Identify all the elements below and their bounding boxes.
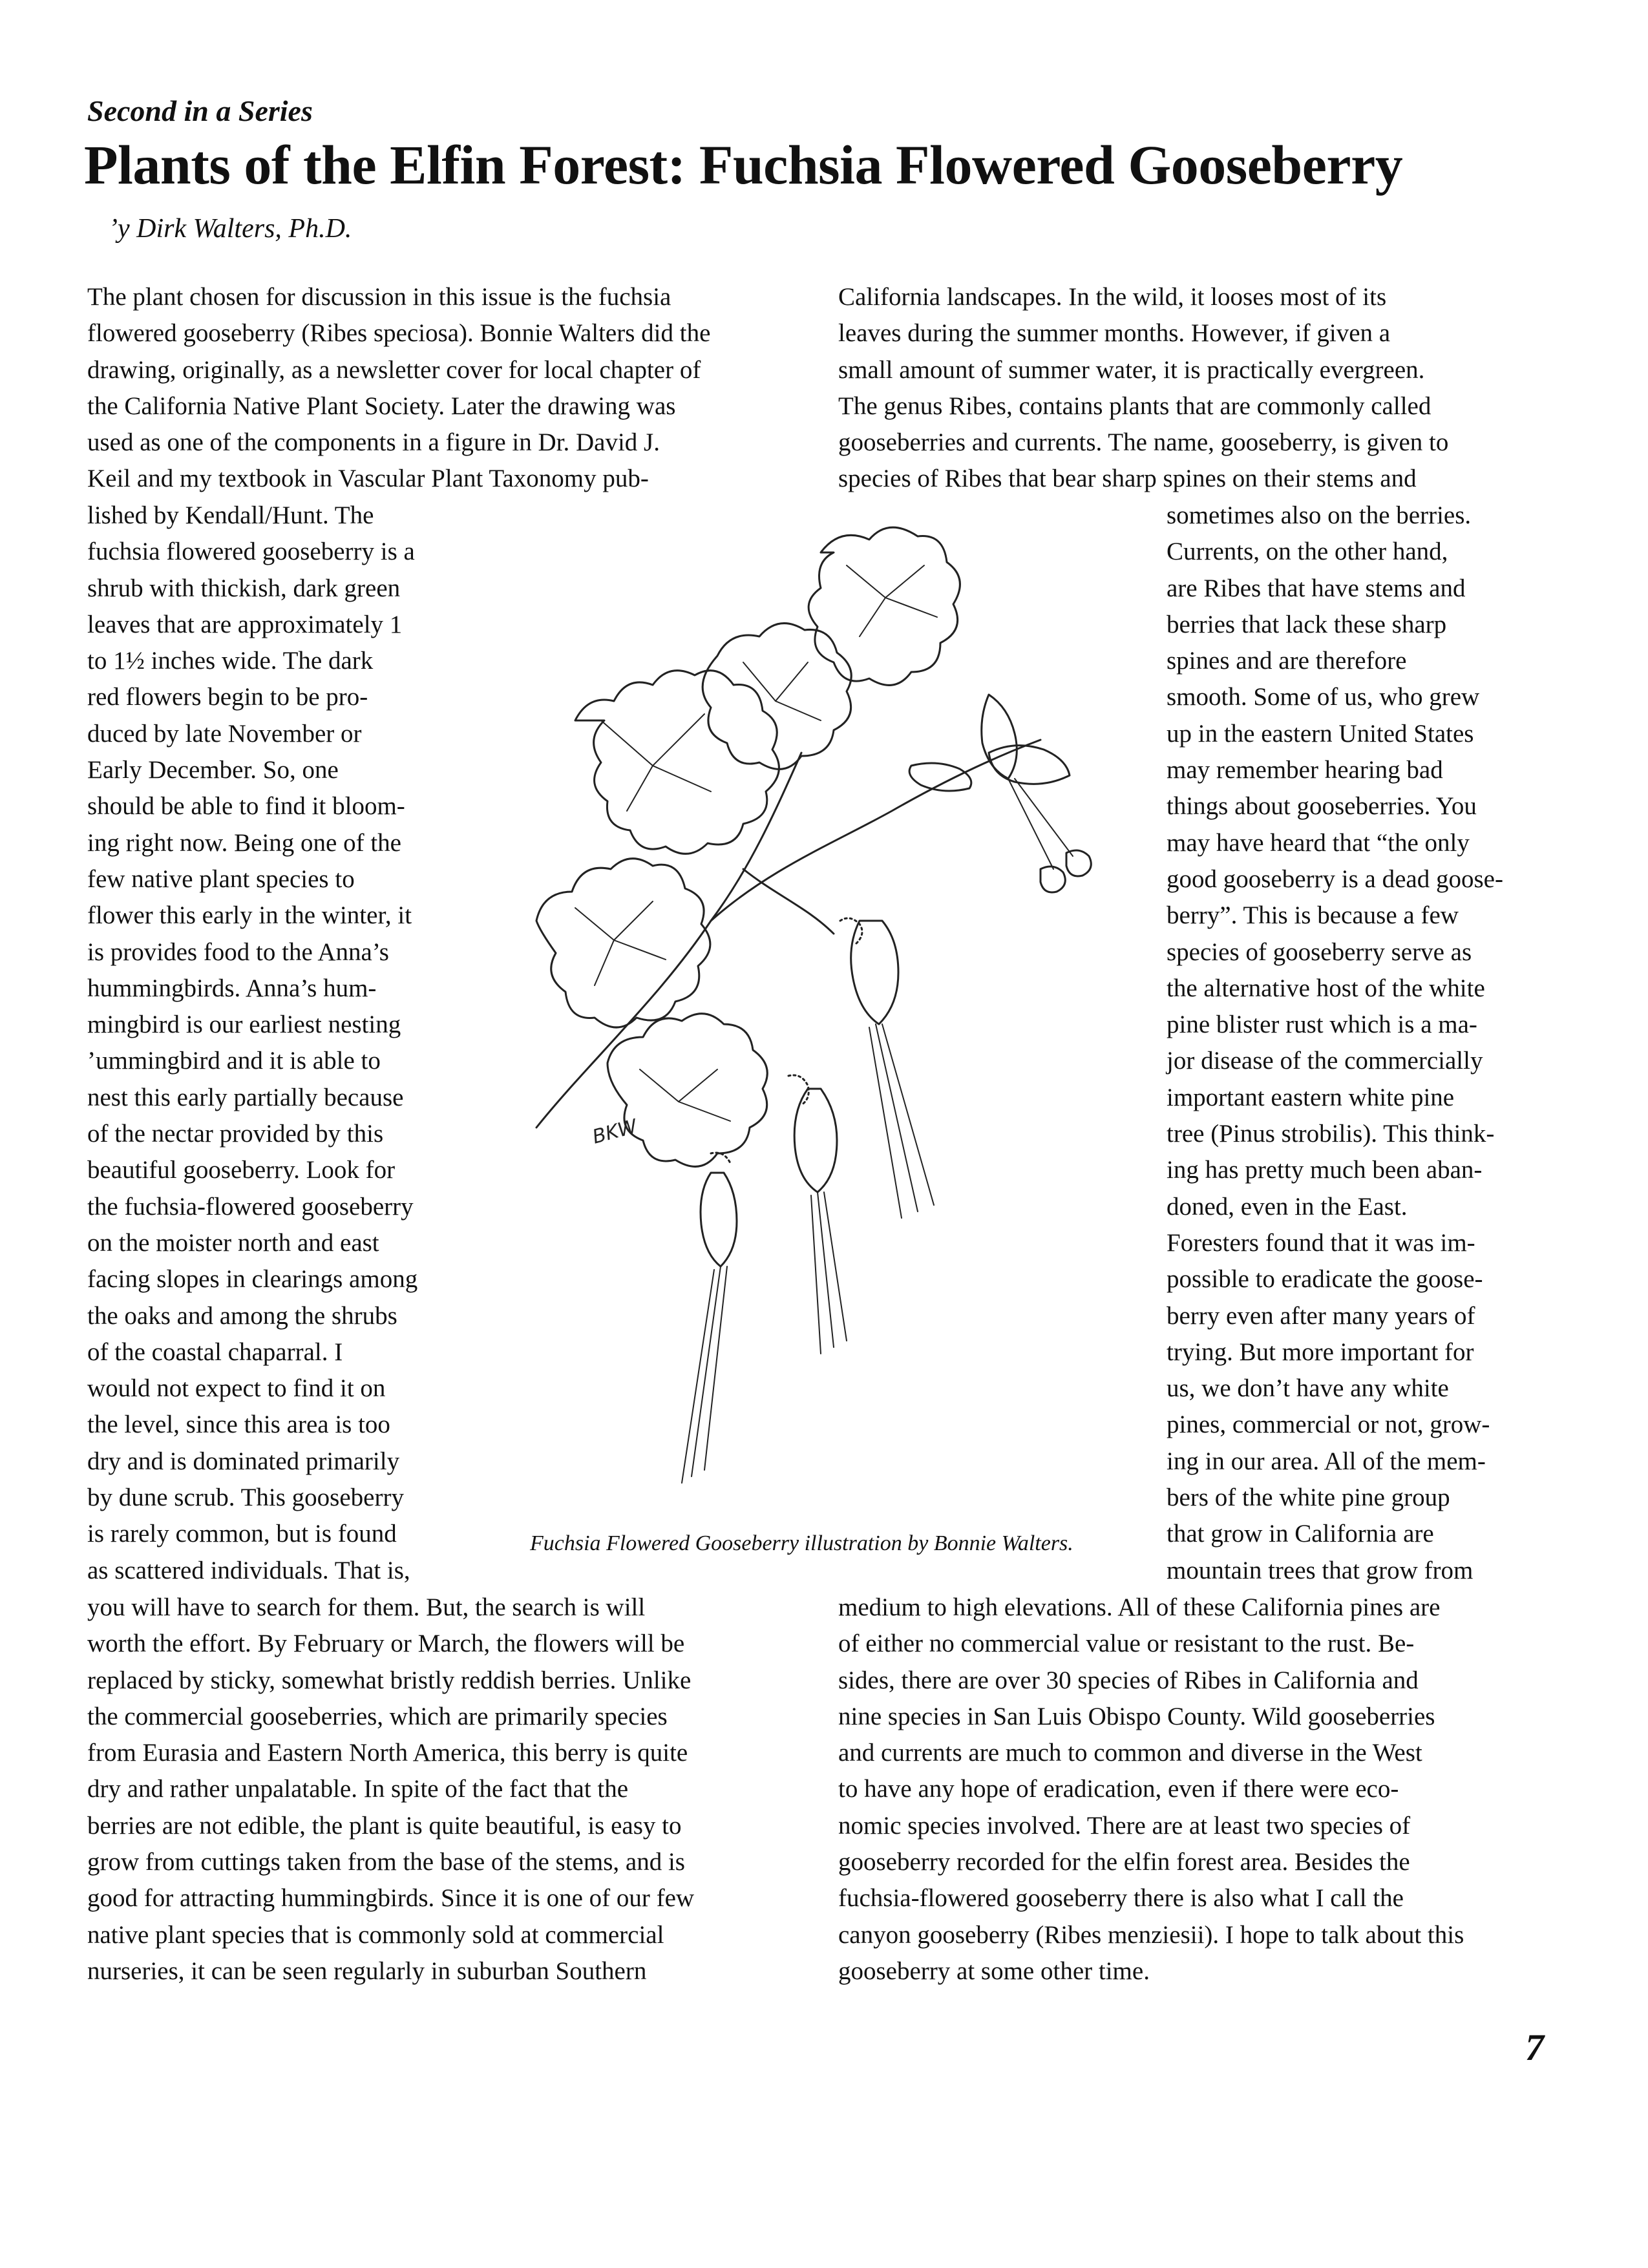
text-line: is provides food to the Anna’s [87,938,389,966]
text-line: leaves that are approximately 1 [87,610,403,638]
page-number: 7 [1525,2026,1544,2068]
text-line: ing has pretty much been aban- [1167,1156,1483,1184]
left-narrow-paragraph [87,498,417,1589]
text-line: species of gooseberry serve as [1167,938,1472,966]
byline: ’y Dirk Walters, Ph.D. [109,214,352,244]
text-line: native plant species that is commonly sold at commercial [87,1920,664,1949]
text-line: may remember hearing bad [1167,756,1443,784]
text-line: the alternative host of the white [1167,974,1485,1002]
text-line: us, we don’t have any white [1167,1374,1449,1403]
flower [989,746,1070,784]
text-line: used as one of the components in a figure in Dr. David J. [87,428,660,457]
text-line: of the coastal chaparral. I [87,1338,343,1366]
text-line: replaced by sticky, somewhat bristly reddish berries. Unlike [87,1666,692,1694]
text-line: dry and rather unpalatable. In spite of the fact that the [87,1775,629,1803]
text-line: duced by late November or [87,719,362,748]
leaf [536,859,710,1027]
series-label: Second in a Series [87,94,313,127]
text-line: gooseberry recorded for the elfin forest area. Besides the [838,1848,1410,1876]
text-line: jor disease of the commercially [1167,1047,1483,1075]
text-line: pines, commercial or not, grow- [1167,1411,1490,1439]
text-line: The plant chosen for discussion in this issue is the fuchsia [87,283,671,311]
text-line: would not expect to find it on [87,1374,386,1403]
text-line: of either no commercial value or resistant to the rust. Be- [838,1630,1415,1658]
text-line: lished by Kendall/Hunt. The [87,501,374,529]
text-line: the commercial gooseberries, which are primarily species [87,1702,668,1730]
text-line: Foresters found that it was im- [1167,1228,1475,1257]
bud [909,763,971,791]
text-line: bers of the white pine group [1167,1484,1450,1512]
text-line: ing in our area. All of the mem- [1167,1447,1486,1475]
text-line: doned, even in the East. [1167,1192,1408,1221]
text-line: nurseries, it can be seen regularly in suburban Southern [87,1957,647,1985]
text-line: important eastern white pine [1167,1083,1455,1111]
text-line: species of Ribes that bear sharp spines on their stems and [838,465,1417,493]
text-line: The genus Ribes, contains plants that are commonly called [838,392,1431,420]
text-line: as scattered individuals. That is, [87,1556,410,1584]
text-line: up in the eastern United States [1167,719,1474,748]
text-line: are Ribes that have stems and [1167,574,1466,602]
text-line: should be able to find it bloom- [87,792,405,821]
text-line: spines and are therefore [1167,647,1407,675]
artist-signature: BKW [590,1115,640,1149]
right-narrow-paragraph [1167,498,1503,1589]
text-line: facing slopes in clearings among [87,1265,418,1294]
flower [701,1173,737,1266]
text-line: berries that lack these sharp [1167,610,1447,638]
text-line: flowered gooseberry (Ribes speciosa). Bonnie Walters did the [87,319,711,348]
text-line: possible to eradicate the goose- [1167,1265,1483,1294]
text-line: from Eurasia and Eastern North America, this berry is quite [87,1739,688,1767]
text-line: by dune scrub. This gooseberry [87,1484,404,1512]
text-line: nest this early partially because [87,1083,404,1111]
text-line: California landscapes. In the wild, it looses most of its [838,283,1387,311]
text-line: the level, since this area is too [87,1411,390,1439]
flower [1066,850,1091,876]
text-line: sometimes also on the berries. [1167,501,1472,529]
text-line: tree (Pinus strobilis). This think- [1167,1120,1495,1148]
text-line: on the moister north and east [87,1228,379,1257]
flower [851,921,898,1024]
leaf [703,624,851,770]
flower [794,1089,837,1192]
text-line: that grow in California are [1167,1520,1434,1548]
text-line: shrub with thickish, dark green [87,574,401,602]
text-line: mingbird is our earliest nesting [87,1011,401,1039]
text-line: few native plant species to [87,865,355,893]
figure-caption: Fuchsia Flowered Gooseberry illustration by Bonnie Walters. [530,1531,1073,1555]
text-line: good gooseberry is a dead goose- [1167,865,1503,893]
stem-branch [743,869,834,934]
text-line: may have heard that “the only [1167,828,1470,857]
text-line: flower this early in the winter, it [87,901,412,930]
text-line: beautiful gooseberry. Look for [87,1156,396,1184]
text-line: medium to high elevations. All of these California pines are [838,1593,1441,1621]
text-line: is rarely common, but is found [87,1520,397,1548]
text-line: Keil and my textbook in Vascular Plant Taxonomy pub- [87,465,649,493]
text-line: Currents, on the other hand, [1167,538,1448,566]
text-line: berries are not edible, the plant is quite beautiful, is easy to [87,1811,682,1840]
text-line: you will have to search for them. But, the search is will [87,1593,646,1621]
stem-branch [711,740,1041,921]
flower [1041,866,1065,892]
text-line: Early December. So, one [87,756,339,784]
text-line: good for attracting hummingbirds. Since it is one of our few [87,1884,695,1913]
left-top-paragraph [87,279,710,498]
text-line: things about gooseberries. You [1167,792,1477,821]
left-bottom-paragraph [87,1590,694,1990]
text-line: the fuchsia-flowered gooseberry [87,1192,414,1221]
text-line: leaves during the summer months. However, if given a [838,319,1391,348]
leaf [808,527,960,685]
text-line: berry”. This is because a few [1167,901,1459,930]
text-line: fuchsia-flowered gooseberry there is also what I call the [838,1884,1404,1913]
text-line: nomic species involved. There are at least two species of [838,1811,1411,1840]
text-line: red flowers begin to be pro- [87,683,368,711]
text-line: ing right now. Being one of the [87,828,401,857]
text-line: drawing, originally, as a newsletter cover for local chapter of [87,355,701,384]
text-line: worth the effort. By February or March, the flowers will be [87,1630,685,1658]
text-line: sides, there are over 30 species of Ribes in California and [838,1666,1419,1694]
article-title: Plants of the Elfin Forest: Fuchsia Flowered Gooseberry [84,134,1403,196]
text-line: gooseberries and currents. The name, gooseberry, is given to [838,428,1449,457]
text-line: canyon gooseberry (Ribes menziesii). I hope to talk about this [838,1920,1464,1949]
text-line: to have any hope of eradication, even if there were eco- [838,1775,1399,1803]
text-line: mountain trees that grow from [1167,1556,1474,1584]
leaf [575,671,779,854]
text-line: gooseberry at some other time. [838,1957,1150,1985]
text-line: grow from cuttings taken from the base of the stems, and is [87,1848,685,1876]
text-line: fuchsia flowered gooseberry is a [87,538,415,566]
text-line: trying. But more important for [1167,1338,1474,1366]
text-line: the California Native Plant Society. Later the drawing was [87,392,676,420]
text-line: smooth. Some of us, who grew [1167,683,1480,711]
text-line: pine blister rust which is a ma- [1167,1011,1477,1039]
text-line: ’ummingbird and it is able to [87,1047,381,1075]
text-line: nine species in San Luis Obispo County. Wild gooseberries [838,1702,1435,1730]
text-line: and currents are much to common and diverse in the West [838,1739,1422,1767]
gooseberry-illustration [498,507,1144,1515]
text-line: dry and is dominated primarily [87,1447,400,1475]
text-line: the oaks and among the shrubs [87,1301,397,1330]
text-line: hummingbirds. Anna’s hum- [87,974,377,1002]
text-line: small amount of summer water, it is practically evergreen. [838,355,1425,384]
text-line: berry even after many years of [1167,1301,1475,1330]
text-line: to 1½ inches wide. The dark [87,647,374,675]
leaf [607,1014,767,1167]
right-bottom-paragraph [838,1590,1464,1990]
text-line: of the nectar provided by this [87,1120,384,1148]
stem [536,753,801,1128]
right-top-paragraph [838,279,1448,498]
